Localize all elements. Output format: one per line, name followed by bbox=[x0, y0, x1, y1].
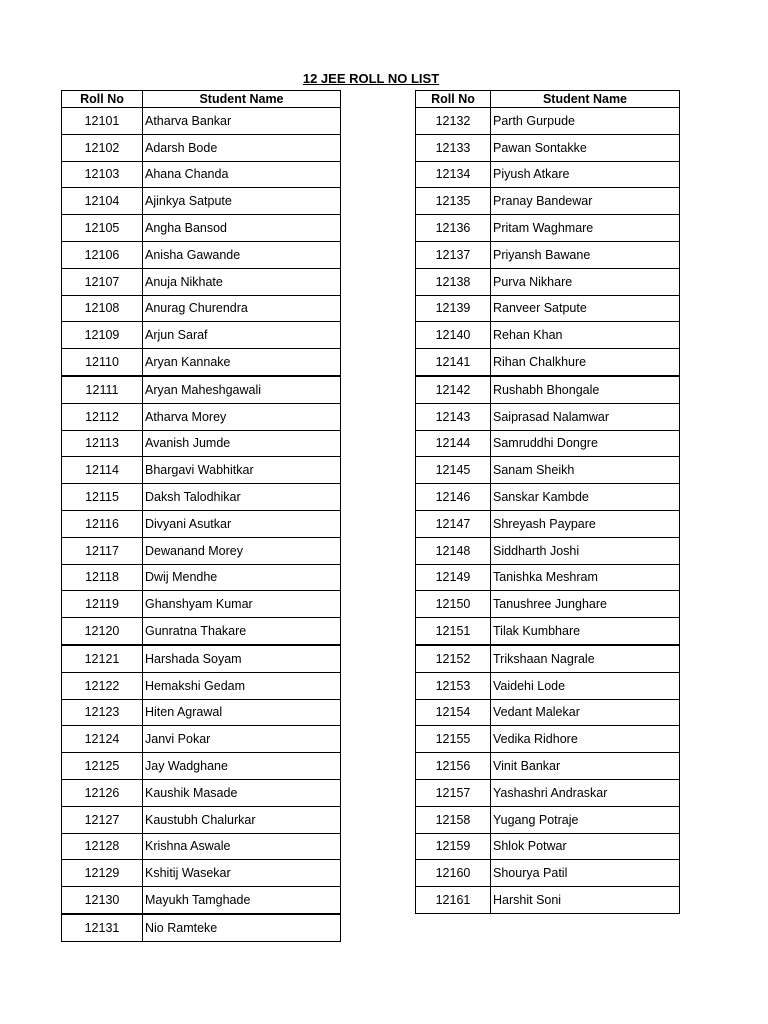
table-row bbox=[416, 726, 680, 753]
student-name-cell: Rushabh Bhongale bbox=[491, 376, 680, 403]
roll-no-cell: 12127 bbox=[62, 806, 143, 833]
table-row bbox=[416, 806, 680, 833]
table-row bbox=[62, 108, 341, 135]
roll-no-cell: 12131 bbox=[62, 914, 143, 941]
roll-no-cell: 12123 bbox=[62, 699, 143, 726]
student-name-cell: Purva Nikhare bbox=[491, 268, 680, 295]
student-name-cell: Aryan Maheshgawali bbox=[143, 376, 341, 403]
table-row bbox=[416, 672, 680, 699]
student-name-cell: Arjun Saraf bbox=[143, 322, 341, 349]
table-row bbox=[62, 779, 341, 806]
roll-no-cell: 12152 bbox=[416, 645, 491, 672]
student-name-cell: Tanushree Junghare bbox=[491, 591, 680, 618]
student-name-cell: Pritam Waghmare bbox=[491, 215, 680, 242]
student-name-cell: Sanam Sheikh bbox=[491, 457, 680, 484]
student-name-cell: Gunratna Thakare bbox=[143, 618, 341, 645]
roll-no-cell: 12130 bbox=[62, 887, 143, 914]
table-row bbox=[62, 268, 341, 295]
table-row bbox=[416, 510, 680, 537]
table-row bbox=[62, 484, 341, 511]
table-row bbox=[62, 188, 341, 215]
student-name-cell: Anuja Nikhate bbox=[143, 268, 341, 295]
table-row bbox=[62, 161, 341, 188]
roll-no-cell: 12158 bbox=[416, 806, 491, 833]
table-row bbox=[416, 457, 680, 484]
student-name-cell: Samruddhi Dongre bbox=[491, 430, 680, 457]
roll-no-cell: 12157 bbox=[416, 779, 491, 806]
roll-no-cell: 12133 bbox=[416, 134, 491, 161]
student-name-cell: Yugang Potraje bbox=[491, 806, 680, 833]
roll-no-cell: 12101 bbox=[62, 108, 143, 135]
student-name-cell: Shreyash Paypare bbox=[491, 510, 680, 537]
student-name-cell: Anisha Gawande bbox=[143, 241, 341, 268]
student-name-header: Student Name bbox=[491, 91, 680, 108]
roll-no-cell: 12108 bbox=[62, 295, 143, 322]
student-name-cell: Nio Ramteke bbox=[143, 914, 341, 941]
student-name-cell: Dwij Mendhe bbox=[143, 564, 341, 591]
student-name-cell: Adarsh Bode bbox=[143, 134, 341, 161]
student-name-cell: Aryan Kannake bbox=[143, 349, 341, 376]
table-row bbox=[416, 887, 680, 914]
student-name-cell: Bhargavi Wabhitkar bbox=[143, 457, 341, 484]
student-name-cell: Vaidehi Lode bbox=[491, 672, 680, 699]
table-row bbox=[416, 618, 680, 645]
table-row bbox=[62, 376, 341, 403]
student-name-cell: Ahana Chanda bbox=[143, 161, 341, 188]
table-row bbox=[416, 860, 680, 887]
student-name-cell: Yashashri Andraskar bbox=[491, 779, 680, 806]
student-name-cell: Ghanshyam Kumar bbox=[143, 591, 341, 618]
student-name-cell: Shourya Patil bbox=[491, 860, 680, 887]
roll-no-cell: 12134 bbox=[416, 161, 491, 188]
table-row bbox=[62, 564, 341, 591]
table-row bbox=[62, 726, 341, 753]
student-name-cell: Avanish Jumde bbox=[143, 430, 341, 457]
student-name-cell: Tilak Kumbhare bbox=[491, 618, 680, 645]
roll-no-cell: 12149 bbox=[416, 564, 491, 591]
table-row bbox=[62, 645, 341, 672]
table-row bbox=[62, 215, 341, 242]
table-row bbox=[416, 108, 680, 135]
roll-no-cell: 12161 bbox=[416, 887, 491, 914]
table-row bbox=[62, 241, 341, 268]
roll-no-cell: 12106 bbox=[62, 241, 143, 268]
roll-no-cell: 12156 bbox=[416, 753, 491, 780]
student-name-cell: Ranveer Satpute bbox=[491, 295, 680, 322]
roll-no-cell: 12151 bbox=[416, 618, 491, 645]
table-row bbox=[62, 672, 341, 699]
roll-no-cell: 12140 bbox=[416, 322, 491, 349]
table-row bbox=[416, 134, 680, 161]
table-row bbox=[62, 753, 341, 780]
student-name-cell: Rehan Khan bbox=[491, 322, 680, 349]
roll-no-cell: 12113 bbox=[62, 430, 143, 457]
roll-no-cell: 12150 bbox=[416, 591, 491, 618]
roll-no-header: Roll No bbox=[416, 91, 491, 108]
table-row bbox=[416, 188, 680, 215]
roll-list-body-left bbox=[62, 108, 341, 942]
table-row bbox=[62, 510, 341, 537]
roll-no-cell: 12104 bbox=[62, 188, 143, 215]
roll-no-cell: 12126 bbox=[62, 779, 143, 806]
table-row bbox=[416, 753, 680, 780]
table-row bbox=[62, 403, 341, 430]
roll-no-cell: 12142 bbox=[416, 376, 491, 403]
student-name-cell: Dewanand Morey bbox=[143, 537, 341, 564]
student-name-cell: Harshada Soyam bbox=[143, 645, 341, 672]
table-header-row bbox=[416, 91, 680, 108]
roll-no-cell: 12116 bbox=[62, 510, 143, 537]
table-row bbox=[416, 645, 680, 672]
table-row bbox=[62, 806, 341, 833]
roll-no-cell: 12125 bbox=[62, 753, 143, 780]
table-row bbox=[416, 403, 680, 430]
student-name-cell: Ajinkya Satpute bbox=[143, 188, 341, 215]
roll-no-cell: 12107 bbox=[62, 268, 143, 295]
roll-no-cell: 12141 bbox=[416, 349, 491, 376]
roll-no-cell: 12105 bbox=[62, 215, 143, 242]
roll-no-cell: 12136 bbox=[416, 215, 491, 242]
student-name-cell: Priyansh Bawane bbox=[491, 241, 680, 268]
roll-no-cell: 12135 bbox=[416, 188, 491, 215]
table-row bbox=[62, 430, 341, 457]
roll-no-cell: 12115 bbox=[62, 484, 143, 511]
student-name-cell: Harshit Soni bbox=[491, 887, 680, 914]
table-row bbox=[62, 349, 341, 376]
student-name-cell: Piyush Atkare bbox=[491, 161, 680, 188]
roll-no-cell: 12146 bbox=[416, 484, 491, 511]
roll-no-cell: 12128 bbox=[62, 833, 143, 860]
student-name-cell: Kaushik Masade bbox=[143, 779, 341, 806]
roll-no-cell: 12112 bbox=[62, 403, 143, 430]
roll-no-cell: 12124 bbox=[62, 726, 143, 753]
student-name-cell: Parth Gurpude bbox=[491, 108, 680, 135]
roll-no-cell: 12144 bbox=[416, 430, 491, 457]
roll-no-cell: 12148 bbox=[416, 537, 491, 564]
table-row bbox=[62, 833, 341, 860]
table-row bbox=[416, 349, 680, 376]
table-row bbox=[416, 591, 680, 618]
table-header-row bbox=[62, 91, 341, 108]
roll-no-cell: 12110 bbox=[62, 349, 143, 376]
table-row bbox=[62, 914, 341, 941]
roll-no-header: Roll No bbox=[62, 91, 143, 108]
student-name-cell: Vinit Bankar bbox=[491, 753, 680, 780]
table-row bbox=[62, 322, 341, 349]
page-title: 12 JEE ROLL NO LIST bbox=[302, 71, 440, 86]
roll-no-cell: 12143 bbox=[416, 403, 491, 430]
student-name-cell: Divyani Asutkar bbox=[143, 510, 341, 537]
student-name-cell: Anurag Churendra bbox=[143, 295, 341, 322]
table-row bbox=[416, 779, 680, 806]
roll-list-table-right bbox=[415, 90, 680, 914]
student-name-cell: Rihan Chalkhure bbox=[491, 349, 680, 376]
table-row bbox=[62, 591, 341, 618]
student-name-cell: Atharva Bankar bbox=[143, 108, 341, 135]
student-name-cell: Atharva Morey bbox=[143, 403, 341, 430]
roll-list-body-right bbox=[416, 108, 680, 914]
table-row bbox=[416, 430, 680, 457]
roll-no-cell: 12153 bbox=[416, 672, 491, 699]
roll-no-cell: 12122 bbox=[62, 672, 143, 699]
table-row bbox=[416, 699, 680, 726]
roll-list-table-left bbox=[61, 90, 341, 942]
roll-no-cell: 12160 bbox=[416, 860, 491, 887]
roll-no-cell: 12111 bbox=[62, 376, 143, 403]
roll-no-cell: 12102 bbox=[62, 134, 143, 161]
student-name-cell: Pawan Sontakke bbox=[491, 134, 680, 161]
table-row bbox=[416, 295, 680, 322]
roll-no-cell: 12159 bbox=[416, 833, 491, 860]
table-row bbox=[416, 241, 680, 268]
student-name-cell: Tanishka Meshram bbox=[491, 564, 680, 591]
table-row bbox=[416, 833, 680, 860]
student-name-header: Student Name bbox=[143, 91, 341, 108]
table-row bbox=[416, 564, 680, 591]
table-row bbox=[416, 268, 680, 295]
student-name-cell: Siddharth Joshi bbox=[491, 537, 680, 564]
roll-no-cell: 12114 bbox=[62, 457, 143, 484]
table-row bbox=[62, 537, 341, 564]
table-row bbox=[416, 537, 680, 564]
table-row bbox=[62, 860, 341, 887]
student-name-cell: Pranay Bandewar bbox=[491, 188, 680, 215]
roll-no-cell: 12121 bbox=[62, 645, 143, 672]
table-row bbox=[62, 618, 341, 645]
roll-no-cell: 12145 bbox=[416, 457, 491, 484]
student-name-cell: Angha Bansod bbox=[143, 215, 341, 242]
roll-no-cell: 12147 bbox=[416, 510, 491, 537]
student-name-cell: Daksh Talodhikar bbox=[143, 484, 341, 511]
student-name-cell: Krishna Aswale bbox=[143, 833, 341, 860]
roll-no-cell: 12117 bbox=[62, 537, 143, 564]
table-row bbox=[416, 484, 680, 511]
student-name-cell: Shlok Potwar bbox=[491, 833, 680, 860]
roll-no-cell: 12109 bbox=[62, 322, 143, 349]
student-name-cell: Hiten Agrawal bbox=[143, 699, 341, 726]
table-row bbox=[62, 457, 341, 484]
roll-no-cell: 12138 bbox=[416, 268, 491, 295]
roll-no-cell: 12137 bbox=[416, 241, 491, 268]
table-row bbox=[62, 295, 341, 322]
student-name-cell: Trikshaan Nagrale bbox=[491, 645, 680, 672]
roll-no-cell: 12129 bbox=[62, 860, 143, 887]
table-row bbox=[62, 699, 341, 726]
table-row bbox=[416, 376, 680, 403]
table-row bbox=[416, 215, 680, 242]
roll-no-cell: 12103 bbox=[62, 161, 143, 188]
student-name-cell: Janvi Pokar bbox=[143, 726, 341, 753]
student-name-cell: Kaustubh Chalurkar bbox=[143, 806, 341, 833]
student-name-cell: Saiprasad Nalamwar bbox=[491, 403, 680, 430]
student-name-cell: Vedika Ridhore bbox=[491, 726, 680, 753]
roll-no-cell: 12132 bbox=[416, 108, 491, 135]
student-name-cell: Sanskar Kambde bbox=[491, 484, 680, 511]
table-row bbox=[416, 161, 680, 188]
student-name-cell: Jay Wadghane bbox=[143, 753, 341, 780]
roll-no-cell: 12119 bbox=[62, 591, 143, 618]
roll-no-cell: 12139 bbox=[416, 295, 491, 322]
roll-no-cell: 12118 bbox=[62, 564, 143, 591]
student-name-cell: Mayukh Tamghade bbox=[143, 887, 341, 914]
student-name-cell: Vedant Malekar bbox=[491, 699, 680, 726]
table-row bbox=[416, 322, 680, 349]
roll-no-cell: 12120 bbox=[62, 618, 143, 645]
table-row bbox=[62, 887, 341, 914]
student-name-cell: Kshitij Wasekar bbox=[143, 860, 341, 887]
student-name-cell: Hemakshi Gedam bbox=[143, 672, 341, 699]
roll-no-cell: 12155 bbox=[416, 726, 491, 753]
table-row bbox=[62, 134, 341, 161]
roll-no-cell: 12154 bbox=[416, 699, 491, 726]
